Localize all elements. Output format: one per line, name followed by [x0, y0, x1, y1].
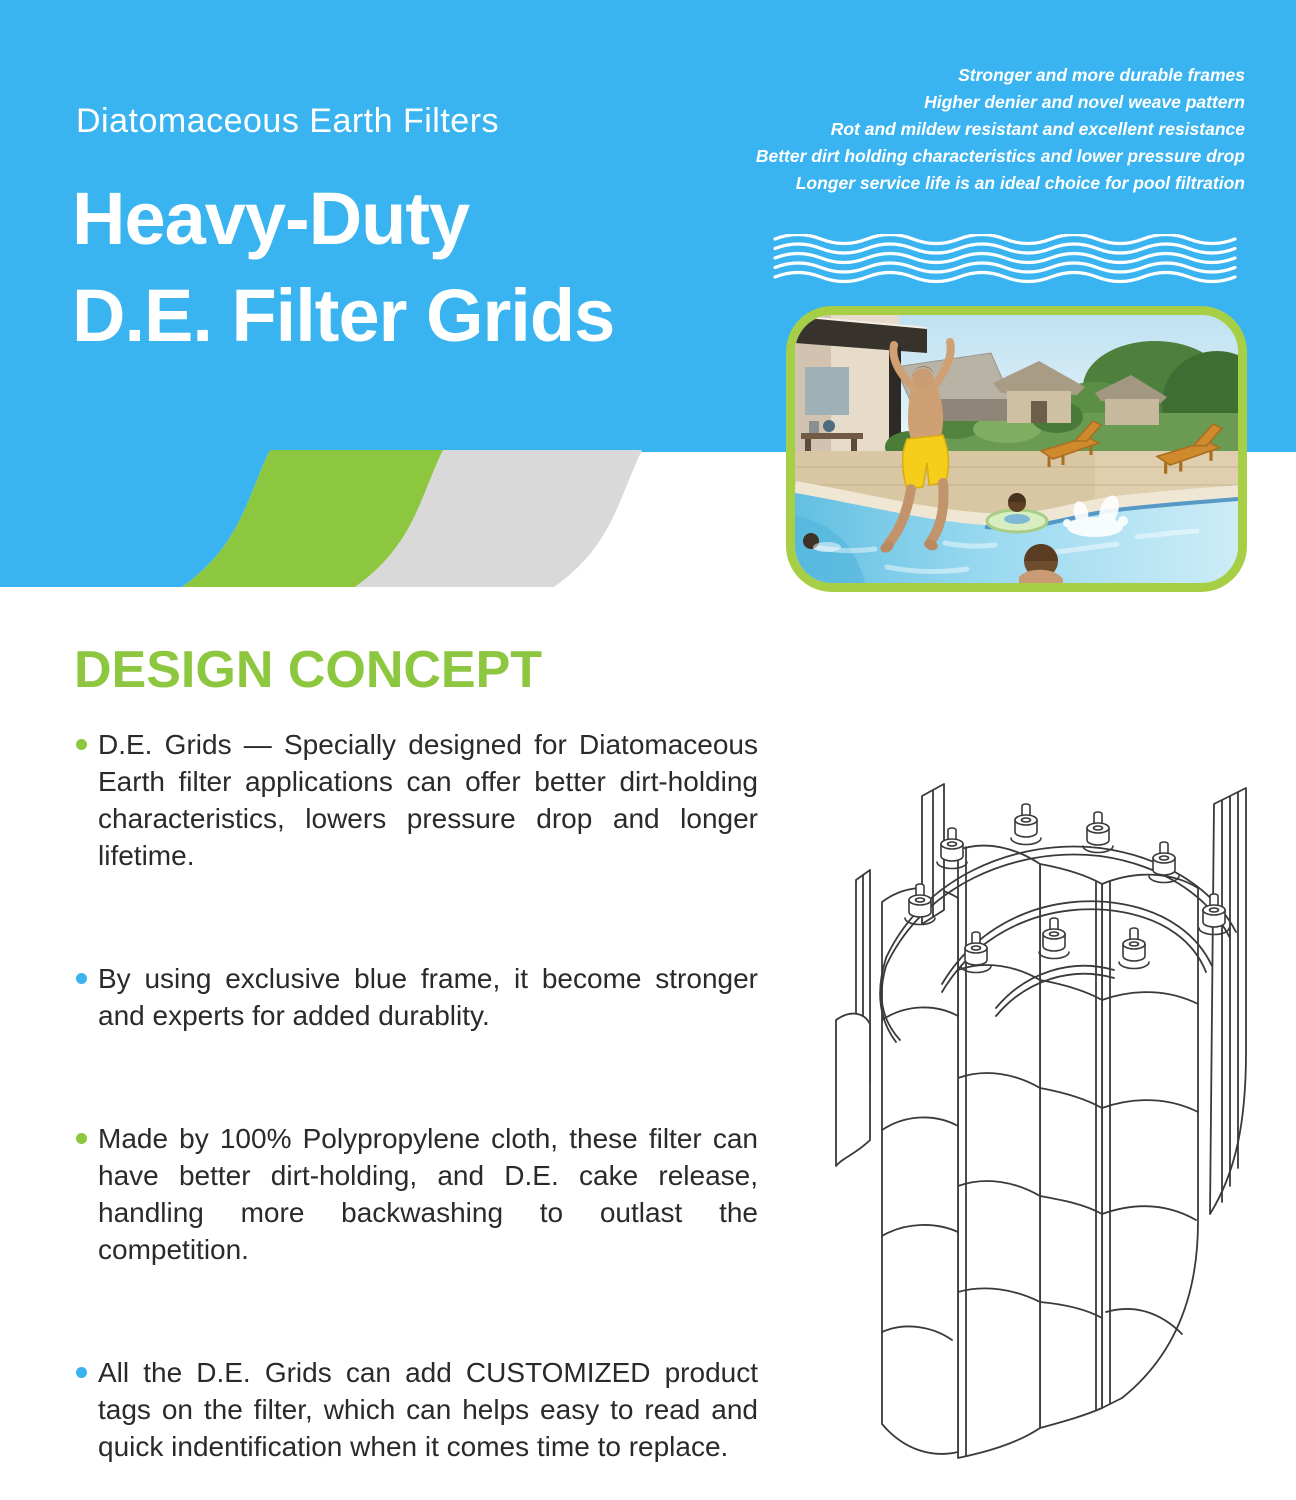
feature-item: Longer service life is an ideal choice for pool filtration [795, 173, 1245, 193]
bullet-item [76, 726, 758, 874]
pool-photo [786, 306, 1247, 592]
filter-grid-illustration [800, 752, 1270, 1482]
bullet-text: All the D.E. Grids can add CUSTOMIZED product tags on the filter, which can helps easy to read and quick indentification when it comes time to replace. [98, 1357, 758, 1462]
page-title-line1: Heavy-Duty [72, 177, 470, 260]
bullet-dot [76, 973, 87, 984]
feature-item: Stronger and more durable frames [958, 65, 1245, 85]
design-concept-heading: DESIGN CONCEPT [74, 641, 543, 699]
bullet-text: By using exclusive blue frame, it become stronger and experts for added durablity. [98, 963, 758, 1031]
bullet-item [76, 1120, 758, 1268]
bullet-item [76, 960, 758, 1034]
bullet-text: Made by 100% Polypropylene cloth, these filter can have better dirt-holding, and D.E. cake release, handling more backwashing to outlast the competition. [98, 1123, 758, 1265]
swoosh-decoration [0, 450, 660, 588]
bullet-dot [76, 1133, 87, 1144]
bullet-dot [76, 1367, 87, 1378]
feature-list [756, 62, 1245, 197]
feature-item: Better dirt holding characteristics and lower pressure drop [755, 146, 1245, 166]
bullet-item [76, 1354, 758, 1465]
page-title [72, 170, 614, 364]
bullet-text: D.E. Grids — Specially designed for Diatomaceous Earth filter applications can offer better dirt-holding characteristics, lowers pressure drop and longer lifetime. [98, 729, 758, 871]
category-label: Diatomaceous Earth Filters [76, 102, 500, 140]
feature-item: Rot and mildew resistant and excellent resistance [830, 119, 1245, 139]
wave-pattern-icon [773, 234, 1237, 286]
bullet-list [76, 726, 758, 1500]
bullet-dot [76, 739, 87, 750]
pool-scene [795, 315, 1238, 583]
page-title-line2: D.E. Filter Grids [72, 274, 615, 357]
feature-item: Higher denier and novel weave pattern [924, 92, 1245, 112]
